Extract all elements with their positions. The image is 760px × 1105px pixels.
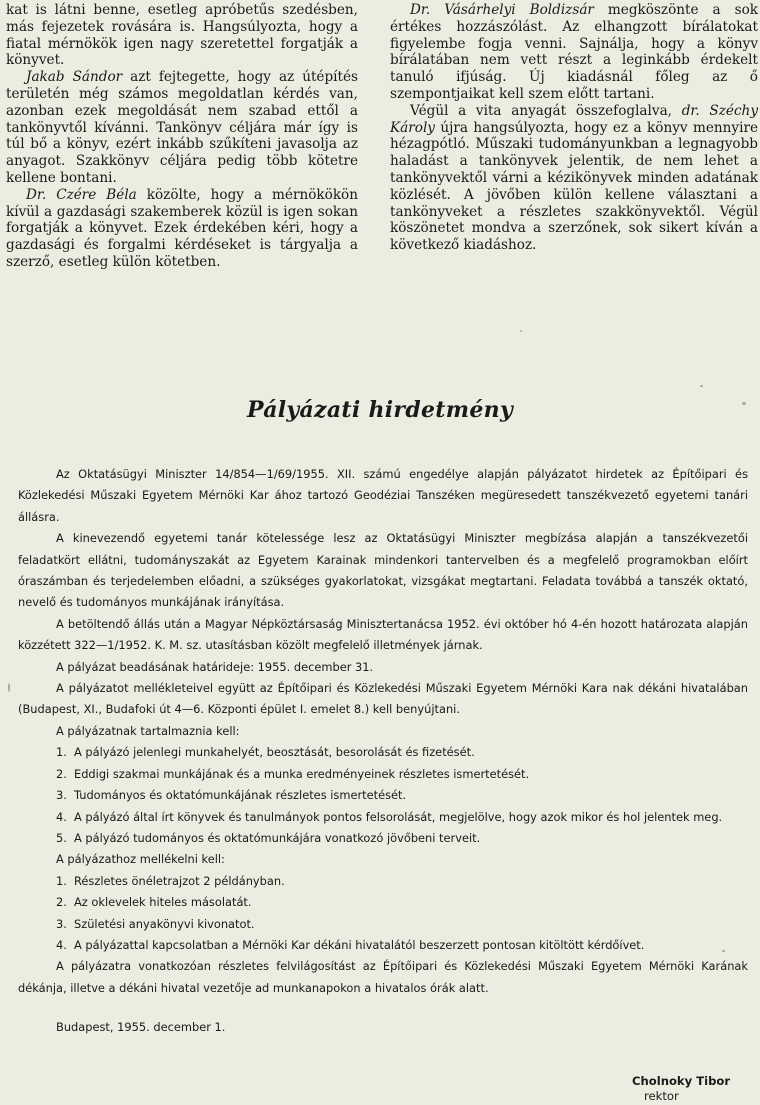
article-paragraph: Dr. Czére Béla közölte, hogy a mérnökökön kívül a gazdasági szakemberek közül is igen sokan forgatják a könyvet. Ezek érdekében kéri, hogy a gazdasági és forgalmi kérdéseket is tárgyalja a szerző, esetleg külön kötetben. — [6, 186, 358, 270]
article-paragraph: kat is látni benne, esetleg apróbetűs szedésben, más fejezetek rovására is. Hangsúlyozta, hogy a fiatal mérnökök igen nagy szeretettel forgatják a könyvet. — [6, 2, 358, 69]
list-item: 5. A pályázó tudományos és oktatómunkájára vonatkozó jövőbeni terveit. — [56, 830, 481, 845]
date-line: Budapest, 1955. december 1. — [56, 1020, 226, 1035]
notice-deadline: A pályázat beadásának határideje: 1955. december 31. — [56, 659, 374, 674]
list-item: 3. Tudományos és oktatómunkájának részletes ismertetését. — [56, 788, 407, 803]
notice-paragraph: A betöltendő állás után a Magyar Népköztársaság Minisztertanácsa 1952. évi október hó 4-én hozott határozata alapján közzétett 322—1/1952. K. M. sz. utasításban közölt megfelelő illetmények járnak. — [18, 616, 748, 653]
notice-body — [18, 464, 748, 1039]
attachment-list — [18, 871, 748, 957]
list-item: 4. A pályázattal kapcsolatban a Mérnöki Kar dékáni hivatalától beszerzett pontosan kitöltött kérdőívet. — [56, 937, 645, 952]
content-list-heading: A pályázatnak tartalmaznia kell: — [56, 723, 240, 738]
notice-closing: A pályázatra vonatkozóan részletes felvilágosítást az Építőipari és Közlekedési Műszaki Egyetem Mérnöki Karának dékánja, illetve a dékáni hivatal vezetője ad munkanapokon a hivatalos órák alatt. — [18, 959, 748, 995]
article-paragraph: Dr. Vásárhelyi Boldizsár megköszönte a sok értékes hozzászólást. Az elhangzott bírálatokat figyelembe fogja venni. Sajnálja, hogy a könyv bírálatában nem vett részt a leginkább érdekelt tanuló ifjúság. Új kiadásnál főleg az ő szempontjaikat kell szem előtt tartani. — [390, 2, 758, 102]
signature-role: rektor — [644, 1089, 679, 1103]
print-speck — [742, 402, 746, 405]
article-left-column — [6, 2, 358, 271]
article-paragraph: Jakab Sándor azt fejtegette, hogy az útépítés területén még számos megoldatlan kérdés van, azonban ezek megoldását nem szabad ettől a tankönyvtől kívánni. Tankönyv céljára már így is túl bő a könyv, ezért inkább szűkíteni javasolja az anyagot. Szakkönyv céljára pedig több kötetre kellene bontani. — [6, 69, 358, 186]
list-item: 3. Születési anyakönyvi kivonatot. — [56, 916, 255, 931]
list-item: 4. A pályázó által írt könyvek és tanulmányok pontos felsorolását, megjelölve, hogy azok mikor és hol jelentek meg. — [56, 809, 723, 824]
list-item: 1. A pályázó jelenlegi munkahelyét, beosztását, besorolását és fizetését. — [56, 745, 475, 760]
content-list — [18, 742, 748, 849]
notice-paragraph: Az Oktatásügyi Miniszter 14/854—1/69/1955. XII. számú engedélye alapján pályázatot hirdetek az Építőipari és Közlekedési Műszaki Egyetem Mérnöki Kar ához tartozó Geodéziai Tanszéken megüresedett tanszékvezető egyetemi tanári állásra. — [18, 467, 748, 524]
list-item: 2. Az oklevelek hiteles másolatát. — [56, 895, 252, 910]
list-item: 1. Részletes önéletrajzot 2 példányban. — [56, 873, 285, 888]
attachment-list-heading: A pályázathoz mellékelni kell: — [56, 852, 225, 867]
print-speck — [700, 385, 703, 387]
print-speck — [722, 950, 725, 952]
notice-paragraph: A pályázatot mellékleteivel együtt az Építőipari és Közlekedési Műszaki Egyetem Mérnöki Kara nak dékáni hivatalában (Budapest, XI., Budafoki út 4—6. Központi épület I. emelet 8.) kell benyújtani. — [18, 681, 748, 717]
article-paragraph: Végül a vita anyagát összefoglalva, dr. Széchy Károly újra hangsúlyozta, hogy ez a könyv mennyire hézagpótló. Műszaki tudományunkban a legnagyobb haladást a tankönyvek jelentik, de nem lehet a tankönyvektől várni a kézikönyvek minden adatának közlését. A jövőben külön kellene választani a tankönyveket a részletes szakkönyvektől. Végül köszönetet mondva a szerzőnek, sok sikert kíván a következő kiadáshoz. — [390, 102, 758, 254]
notice-title: Pályázati hirdetmény — [246, 397, 514, 423]
notice-paragraph: A kinevezendő egyetemi tanár kötelessége lesz az Oktatásügyi Miniszter megbízása alapján a tanszékvezetői feladatkört ellátni, tudományszakát az Egyetem Karainak mindenkori tantervelben és a megfelelő programokban előírt óraszámban és terjedelemben előadni, a szükséges gyakorlatokat, vizsgákat megtartani. Feladata továbbá a tanszék oktató, nevelő és tudományos munkájának irányítása. — [18, 531, 748, 610]
print-speck — [520, 330, 522, 332]
list-item: 2. Eddigi szakmai munkájának és a munka eredményeinek részletes ismertetését. — [56, 766, 530, 781]
signature-name: Cholnoky Tibor — [632, 1074, 731, 1088]
print-speck — [8, 683, 10, 692]
article-right-column — [390, 2, 758, 254]
